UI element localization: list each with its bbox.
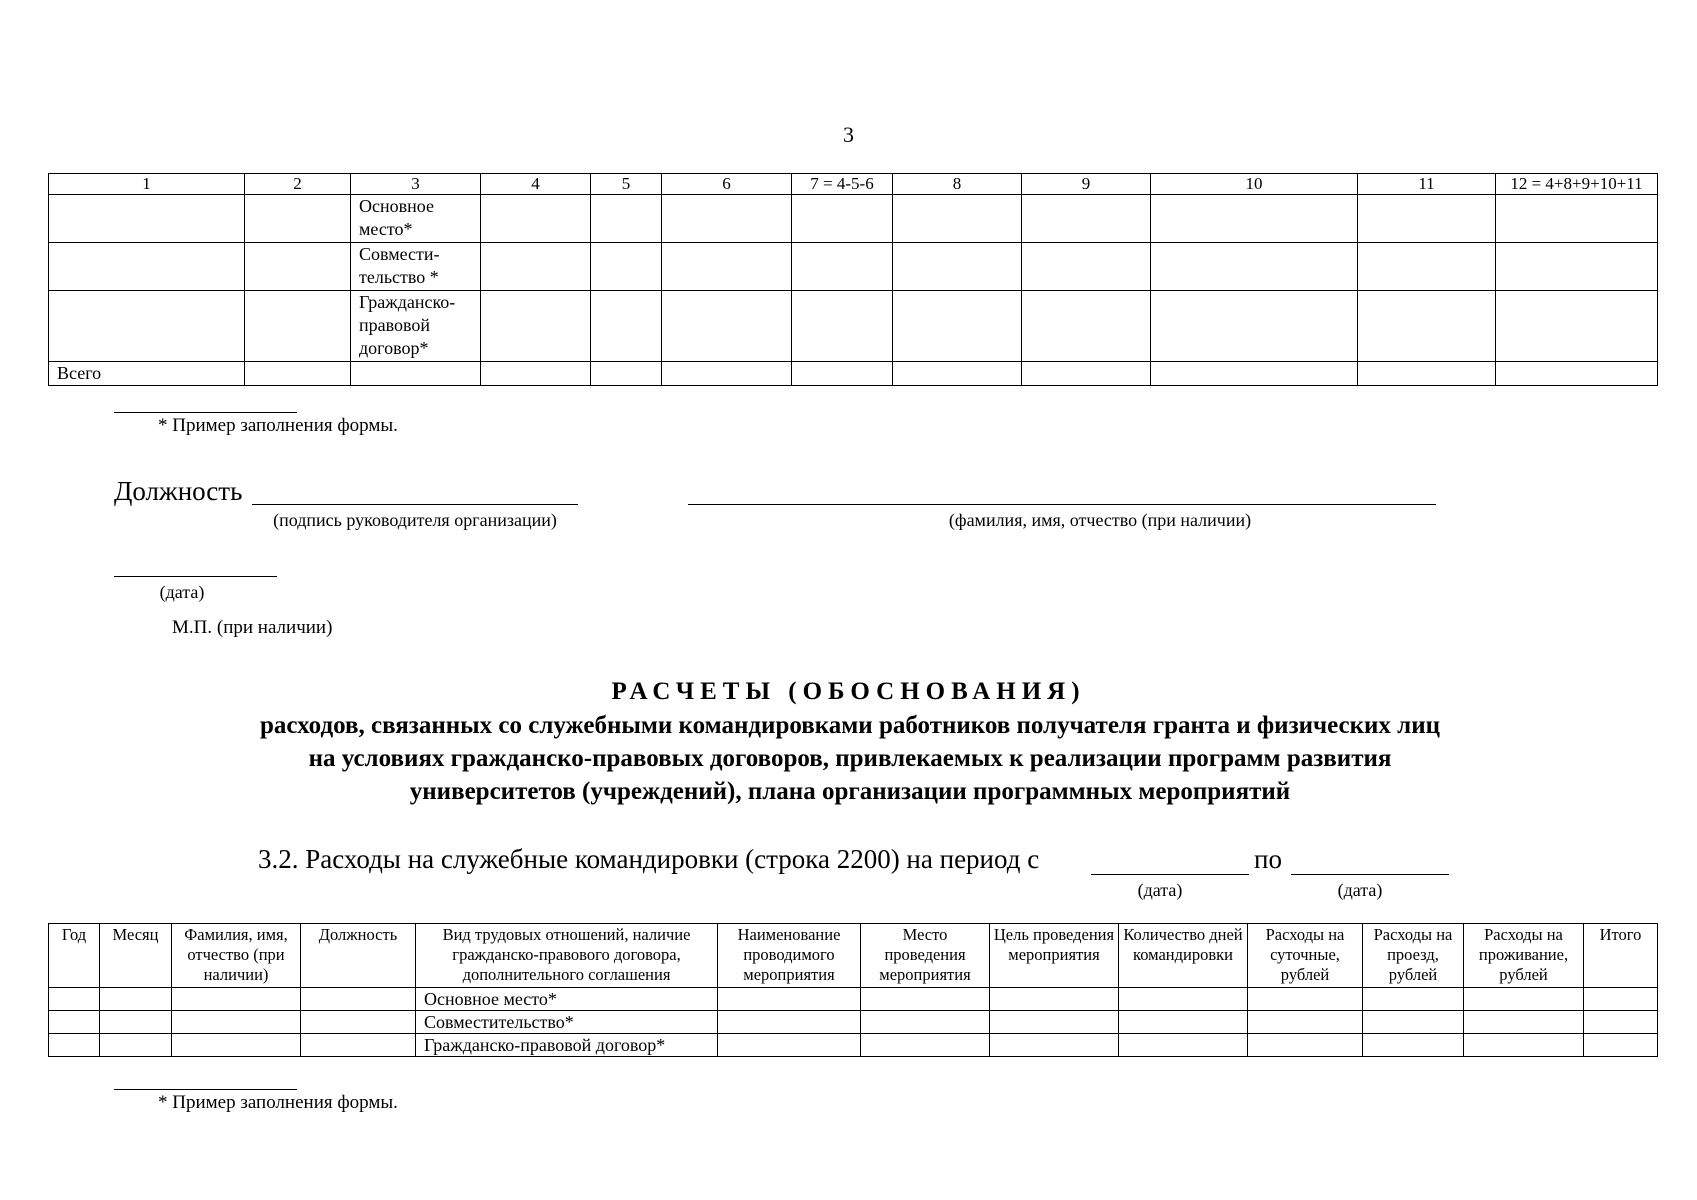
page-title: РАСЧЕТЫ (ОБОСНОВАНИЯ) bbox=[611, 678, 1086, 705]
table1-header-row bbox=[49, 174, 1658, 195]
table2-col-header: Расходы на проезд, рублей bbox=[1363, 924, 1464, 988]
table-row bbox=[49, 988, 1658, 1011]
table1-total-row bbox=[49, 362, 1658, 386]
date-from-caption: (дата) bbox=[1137, 880, 1183, 900]
table1-col-header: 1 bbox=[49, 174, 245, 195]
footnote-separator bbox=[114, 412, 297, 413]
name-line bbox=[688, 504, 1436, 505]
table1-col-header: 10 bbox=[1151, 174, 1358, 195]
table2-col-header: Должность bbox=[301, 924, 416, 988]
table1-col-header: 4 bbox=[481, 174, 591, 195]
table2-col-header: Расходы на проживание, рублей bbox=[1464, 924, 1584, 988]
footnote-separator bbox=[114, 1089, 297, 1090]
page-number: 3 bbox=[843, 122, 854, 147]
table1-category-cell: Основное место* bbox=[351, 195, 481, 243]
table-row bbox=[49, 243, 1658, 291]
table1-col-header: 6 bbox=[662, 174, 792, 195]
signature-line bbox=[252, 504, 578, 505]
table1-category-cell: Совмести- тельство * bbox=[351, 243, 481, 291]
footnote: * Пример заполнения формы. bbox=[158, 1092, 398, 1113]
table2-col-header: Итого bbox=[1584, 924, 1658, 988]
expenses-table bbox=[48, 173, 1658, 386]
table2-category-cell: Основное место* bbox=[416, 988, 718, 1011]
table2-category-cell: Совместительство* bbox=[416, 1011, 718, 1034]
table2-col-header: Вид трудовых отношений, наличие гражданско-правового договора, дополнительного соглашения bbox=[416, 924, 718, 988]
table2-header-row bbox=[49, 924, 1658, 988]
business-trips-table bbox=[48, 923, 1658, 1057]
stamp-label: М.П. (при наличии) bbox=[172, 617, 333, 638]
table2-col-header: Фамилия, имя, отчество (при наличии) bbox=[172, 924, 301, 988]
table2-col-header: Место проведения мероприятия bbox=[861, 924, 990, 988]
position-label: Должность bbox=[114, 476, 243, 506]
table1-col-header: 12 = 4+8+9+10+11 bbox=[1496, 174, 1658, 195]
date-line bbox=[114, 576, 277, 577]
table2-col-header: Количество дней командировки bbox=[1119, 924, 1248, 988]
table1-col-header: 9 bbox=[1022, 174, 1151, 195]
table-row bbox=[49, 195, 1658, 243]
table2-col-header: Наименование проводимого мероприятия bbox=[718, 924, 861, 988]
total-label: Всего bbox=[49, 362, 245, 386]
table1-col-header: 7 = 4-5-6 bbox=[792, 174, 893, 195]
table-row bbox=[49, 1034, 1658, 1057]
table1-col-header: 8 bbox=[893, 174, 1022, 195]
signature-caption: (подпись руководителя организации) bbox=[273, 510, 557, 530]
table1-col-header: 3 bbox=[351, 174, 481, 195]
table1-col-header: 5 bbox=[591, 174, 662, 195]
table2-col-header: Месяц bbox=[100, 924, 172, 988]
date-from-line bbox=[1091, 874, 1249, 875]
footnote: * Пример заполнения формы. bbox=[158, 415, 398, 436]
date-caption: (дата) bbox=[159, 582, 205, 602]
table1-col-header: 2 bbox=[245, 174, 351, 195]
table-row bbox=[49, 291, 1658, 362]
name-caption: (фамилия, имя, отчество (при наличии) bbox=[948, 510, 1252, 530]
table1-col-header: 11 bbox=[1358, 174, 1496, 195]
title-subtitle: расходов, связанных со служебными командировками работников получателя гранта и физических лиц на условиях гражданско-правовых договоров, привлекаемых к реализации программ развития университетов (учреждений), плана организации программных мероприятий bbox=[259, 712, 1441, 805]
table-row bbox=[49, 1011, 1658, 1034]
period-text: 3.2. Расходы на служебные командировки (строка 2200) на период с bbox=[258, 844, 1040, 874]
table2-col-header: Расходы на суточные, рублей bbox=[1248, 924, 1363, 988]
date-to-caption: (дата) bbox=[1337, 880, 1383, 900]
table2-category-cell: Гражданско-правовой договор* bbox=[416, 1034, 718, 1057]
table1-category-cell: Гражданско- правовой договор* bbox=[351, 291, 481, 362]
table2-col-header: Цель проведения мероприятия bbox=[990, 924, 1119, 988]
period-to-label: по bbox=[1254, 844, 1282, 874]
date-to-line bbox=[1291, 874, 1449, 875]
table2-col-header: Год bbox=[49, 924, 100, 988]
